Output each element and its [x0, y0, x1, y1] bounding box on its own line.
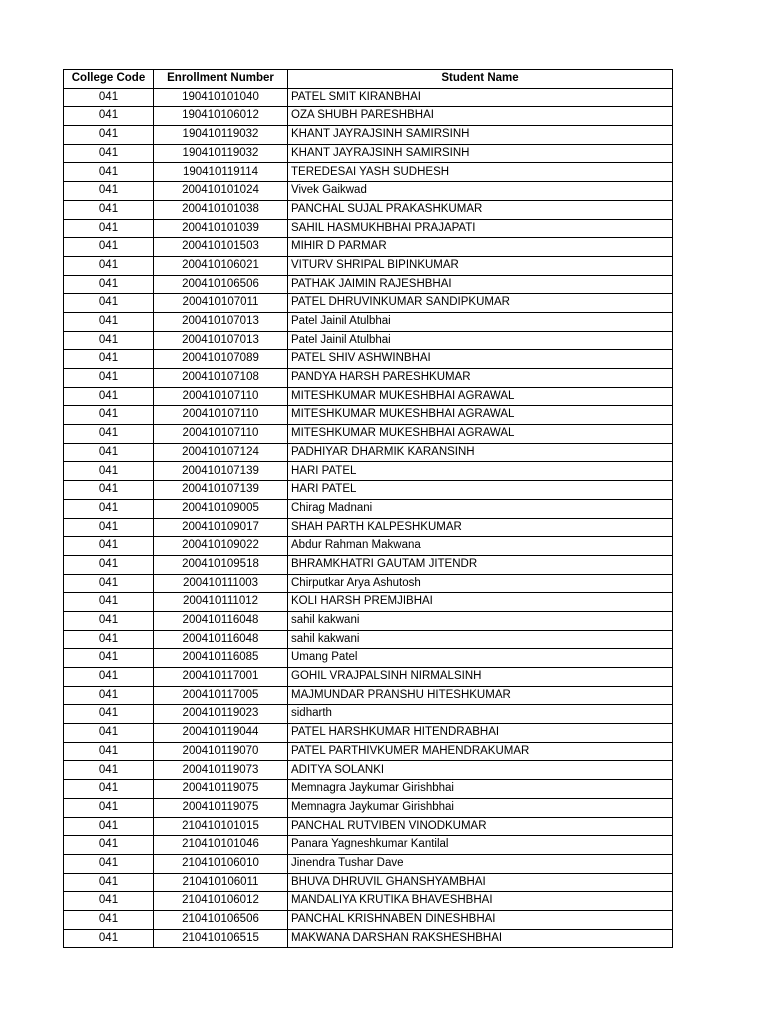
enrollment-number-cell: 200410107011 [154, 294, 288, 313]
table-row [64, 350, 673, 369]
enrollment-number-cell: 200410117001 [154, 668, 288, 687]
enrollment-number-cell: 200410119075 [154, 780, 288, 799]
student-name-cell: MITESHKUMAR MUKESHBHAI AGRAWAL [288, 425, 673, 444]
student-name-cell: PADHIYAR DHARMIK KARANSINH [288, 443, 673, 462]
student-name-cell: PATEL HARSHKUMAR HITENDRABHAI [288, 724, 673, 743]
college-code-cell: 041 [64, 200, 154, 219]
student-name-cell: HARI PATEL [288, 481, 673, 500]
student-name-cell: MIHIR D PARMAR [288, 238, 673, 257]
table-row [64, 387, 673, 406]
enrollment-number-cell: 200410111012 [154, 593, 288, 612]
enrollment-number-cell: 210410106012 [154, 892, 288, 911]
table-row [64, 294, 673, 313]
enrollment-number-cell: 200410119075 [154, 798, 288, 817]
college-code-cell: 041 [64, 836, 154, 855]
enrollment-number-cell: 210410106011 [154, 873, 288, 892]
table-row [64, 817, 673, 836]
enrollment-number-cell: 190410119114 [154, 163, 288, 182]
table-row [64, 88, 673, 107]
enrollment-number-cell: 210410106515 [154, 929, 288, 948]
college-code-cell: 041 [64, 443, 154, 462]
enrollment-number-cell: 200410101503 [154, 238, 288, 257]
college-code-cell: 041 [64, 817, 154, 836]
student-name-cell: HARI PATEL [288, 462, 673, 481]
enrollment-number-cell: 200410106021 [154, 256, 288, 275]
student-name-cell: sahil kakwani [288, 630, 673, 649]
college-code-cell: 041 [64, 854, 154, 873]
college-code-cell: 041 [64, 630, 154, 649]
student-name-cell: BHRAMKHATRI GAUTAM JITENDR [288, 555, 673, 574]
header-enrollment-number: Enrollment Number [154, 70, 288, 89]
college-code-cell: 041 [64, 798, 154, 817]
table-row [64, 780, 673, 799]
student-name-cell: PATEL SHIV ASHWINBHAI [288, 350, 673, 369]
table-body [64, 88, 673, 948]
table-row [64, 892, 673, 911]
table-row [64, 369, 673, 388]
student-name-cell: Memnagra Jaykumar Girishbhai [288, 798, 673, 817]
enrollment-number-cell: 200410107139 [154, 481, 288, 500]
student-name-cell: SAHIL HASMUKHBHAI PRAJAPATI [288, 219, 673, 238]
table-row [64, 761, 673, 780]
enrollment-number-cell: 200410107110 [154, 387, 288, 406]
table-row [64, 705, 673, 724]
enrollment-number-cell: 200410101039 [154, 219, 288, 238]
student-name-cell: VITURV SHRIPAL BIPINKUMAR [288, 256, 673, 275]
student-name-cell: ADITYA SOLANKI [288, 761, 673, 780]
table-row [64, 593, 673, 612]
enrollment-number-cell: 200410107013 [154, 312, 288, 331]
student-name-cell: PATEL SMIT KIRANBHAI [288, 88, 673, 107]
enrollment-number-cell: 210410106506 [154, 910, 288, 929]
table-row [64, 312, 673, 331]
college-code-cell: 041 [64, 350, 154, 369]
header-row [64, 70, 673, 89]
enrollment-number-cell: 200410109005 [154, 499, 288, 518]
table-row [64, 910, 673, 929]
enrollment-number-cell: 200410107108 [154, 369, 288, 388]
student-name-cell: Vivek Gaikwad [288, 182, 673, 201]
college-code-cell: 041 [64, 425, 154, 444]
enrollment-number-cell: 200410109017 [154, 518, 288, 537]
table-row [64, 798, 673, 817]
student-name-cell: Memnagra Jaykumar Girishbhai [288, 780, 673, 799]
student-name-cell: sahil kakwani [288, 611, 673, 630]
college-code-cell: 041 [64, 219, 154, 238]
college-code-cell: 041 [64, 611, 154, 630]
table-row [64, 238, 673, 257]
student-name-cell: PATEL DHRUVINKUMAR SANDIPKUMAR [288, 294, 673, 313]
enrollment-number-cell: 200410107110 [154, 425, 288, 444]
college-code-cell: 041 [64, 275, 154, 294]
college-code-cell: 041 [64, 144, 154, 163]
student-name-cell: SHAH PARTH KALPESHKUMAR [288, 518, 673, 537]
college-code-cell: 041 [64, 294, 154, 313]
enrollment-number-cell: 200410107089 [154, 350, 288, 369]
student-name-cell: BHUVA DHRUVIL GHANSHYAMBHAI [288, 873, 673, 892]
table-row [64, 873, 673, 892]
table-row [64, 555, 673, 574]
table-row [64, 929, 673, 948]
enrollment-number-cell: 210410106010 [154, 854, 288, 873]
table-row [64, 219, 673, 238]
enrollment-number-cell: 200410107013 [154, 331, 288, 350]
college-code-cell: 041 [64, 892, 154, 911]
enrollment-number-cell: 200410119070 [154, 742, 288, 761]
student-name-cell: Patel Jainil Atulbhai [288, 331, 673, 350]
enrollment-number-cell: 200410116048 [154, 630, 288, 649]
college-code-cell: 041 [64, 873, 154, 892]
college-code-cell: 041 [64, 686, 154, 705]
college-code-cell: 041 [64, 780, 154, 799]
college-code-cell: 041 [64, 518, 154, 537]
enrollment-number-cell: 200410119023 [154, 705, 288, 724]
student-name-cell: Chirputkar Arya Ashutosh [288, 574, 673, 593]
student-name-cell: Panara Yagneshkumar Kantilal [288, 836, 673, 855]
college-code-cell: 041 [64, 593, 154, 612]
enrollment-number-cell: 200410116048 [154, 611, 288, 630]
enrollment-number-cell: 190410119032 [154, 144, 288, 163]
table-row [64, 537, 673, 556]
table-row [64, 611, 673, 630]
college-code-cell: 041 [64, 163, 154, 182]
student-name-cell: MANDALIYA KRUTIKA BHAVESHBHAI [288, 892, 673, 911]
enrollment-number-cell: 200410107124 [154, 443, 288, 462]
enrollment-number-cell: 200410119044 [154, 724, 288, 743]
table-row [64, 406, 673, 425]
enrollment-number-cell: 190410119032 [154, 126, 288, 145]
student-name-cell: PANCHAL RUTVIBEN VINODKUMAR [288, 817, 673, 836]
college-code-cell: 041 [64, 462, 154, 481]
college-code-cell: 041 [64, 88, 154, 107]
enrollment-number-cell: 210410101046 [154, 836, 288, 855]
enrollment-number-cell: 200410111003 [154, 574, 288, 593]
student-name-cell: PATEL PARTHIVKUMER MAHENDRAKUMAR [288, 742, 673, 761]
enrollment-number-cell: 200410101038 [154, 200, 288, 219]
table-row [64, 668, 673, 687]
student-name-cell: PATHAK JAIMIN RAJESHBHAI [288, 275, 673, 294]
table-row [64, 182, 673, 201]
student-name-cell: OZA SHUBH PARESHBHAI [288, 107, 673, 126]
college-code-cell: 041 [64, 126, 154, 145]
student-name-cell: Abdur Rahman Makwana [288, 537, 673, 556]
enrollment-number-cell: 200410107110 [154, 406, 288, 425]
enrollment-number-cell: 200410119073 [154, 761, 288, 780]
enrollment-number-cell: 200410117005 [154, 686, 288, 705]
student-name-cell: KHANT JAYRAJSINH SAMIRSINH [288, 126, 673, 145]
student-name-cell: Patel Jainil Atulbhai [288, 312, 673, 331]
table-row [64, 836, 673, 855]
enrollment-number-cell: 200410109022 [154, 537, 288, 556]
student-name-cell: sidharth [288, 705, 673, 724]
table-row [64, 742, 673, 761]
student-name-cell: MAKWANA DARSHAN RAKSHESHBHAI [288, 929, 673, 948]
enrollment-number-cell: 190410106012 [154, 107, 288, 126]
college-code-cell: 041 [64, 481, 154, 500]
college-code-cell: 041 [64, 406, 154, 425]
college-code-cell: 041 [64, 555, 154, 574]
college-code-cell: 041 [64, 537, 154, 556]
college-code-cell: 041 [64, 182, 154, 201]
table-row [64, 331, 673, 350]
enrollment-number-cell: 210410101015 [154, 817, 288, 836]
table-row [64, 518, 673, 537]
table-row [64, 686, 673, 705]
table-row [64, 200, 673, 219]
student-name-cell: Umang Patel [288, 649, 673, 668]
enrollment-number-cell: 200410101024 [154, 182, 288, 201]
college-code-cell: 041 [64, 256, 154, 275]
student-name-cell: Jinendra Tushar Dave [288, 854, 673, 873]
enrollment-number-cell: 200410106506 [154, 275, 288, 294]
student-name-cell: KHANT JAYRAJSINH SAMIRSINH [288, 144, 673, 163]
college-code-cell: 041 [64, 238, 154, 257]
student-name-cell: GOHIL VRAJPALSINH NIRMALSINH [288, 668, 673, 687]
table-row [64, 481, 673, 500]
table-row [64, 275, 673, 294]
student-name-cell: PANCHAL KRISHNABEN DINESHBHAI [288, 910, 673, 929]
college-code-cell: 041 [64, 499, 154, 518]
student-name-cell: PANDYA HARSH PARESHKUMAR [288, 369, 673, 388]
student-name-cell: Chirag Madnani [288, 499, 673, 518]
student-name-cell: PANCHAL SUJAL PRAKASHKUMAR [288, 200, 673, 219]
college-code-cell: 041 [64, 761, 154, 780]
table-row [64, 574, 673, 593]
header-college-code: College Code [64, 70, 154, 89]
college-code-cell: 041 [64, 929, 154, 948]
table-row [64, 499, 673, 518]
table-row [64, 630, 673, 649]
table-row [64, 126, 673, 145]
student-name-cell: MITESHKUMAR MUKESHBHAI AGRAWAL [288, 406, 673, 425]
college-code-cell: 041 [64, 312, 154, 331]
college-code-cell: 041 [64, 705, 154, 724]
table-row [64, 854, 673, 873]
student-name-cell: MAJMUNDAR PRANSHU HITESHKUMAR [288, 686, 673, 705]
table-row [64, 462, 673, 481]
student-name-cell: MITESHKUMAR MUKESHBHAI AGRAWAL [288, 387, 673, 406]
student-name-cell: KOLI HARSH PREMJIBHAI [288, 593, 673, 612]
student-name-cell: TEREDESAI YASH SUDHESH [288, 163, 673, 182]
college-code-cell: 041 [64, 369, 154, 388]
table-row [64, 443, 673, 462]
student-table [63, 69, 673, 948]
college-code-cell: 041 [64, 574, 154, 593]
enrollment-number-cell: 200410116085 [154, 649, 288, 668]
enrollment-number-cell: 190410101040 [154, 88, 288, 107]
table-row [64, 649, 673, 668]
college-code-cell: 041 [64, 668, 154, 687]
college-code-cell: 041 [64, 724, 154, 743]
table-row [64, 425, 673, 444]
table-row [64, 256, 673, 275]
header-student-name: Student Name [288, 70, 673, 89]
enrollment-number-cell: 200410107139 [154, 462, 288, 481]
table-row [64, 144, 673, 163]
college-code-cell: 041 [64, 107, 154, 126]
enrollment-number-cell: 200410109518 [154, 555, 288, 574]
college-code-cell: 041 [64, 331, 154, 350]
table-row [64, 724, 673, 743]
table-row [64, 163, 673, 182]
college-code-cell: 041 [64, 649, 154, 668]
college-code-cell: 041 [64, 742, 154, 761]
college-code-cell: 041 [64, 910, 154, 929]
college-code-cell: 041 [64, 387, 154, 406]
table-row [64, 107, 673, 126]
